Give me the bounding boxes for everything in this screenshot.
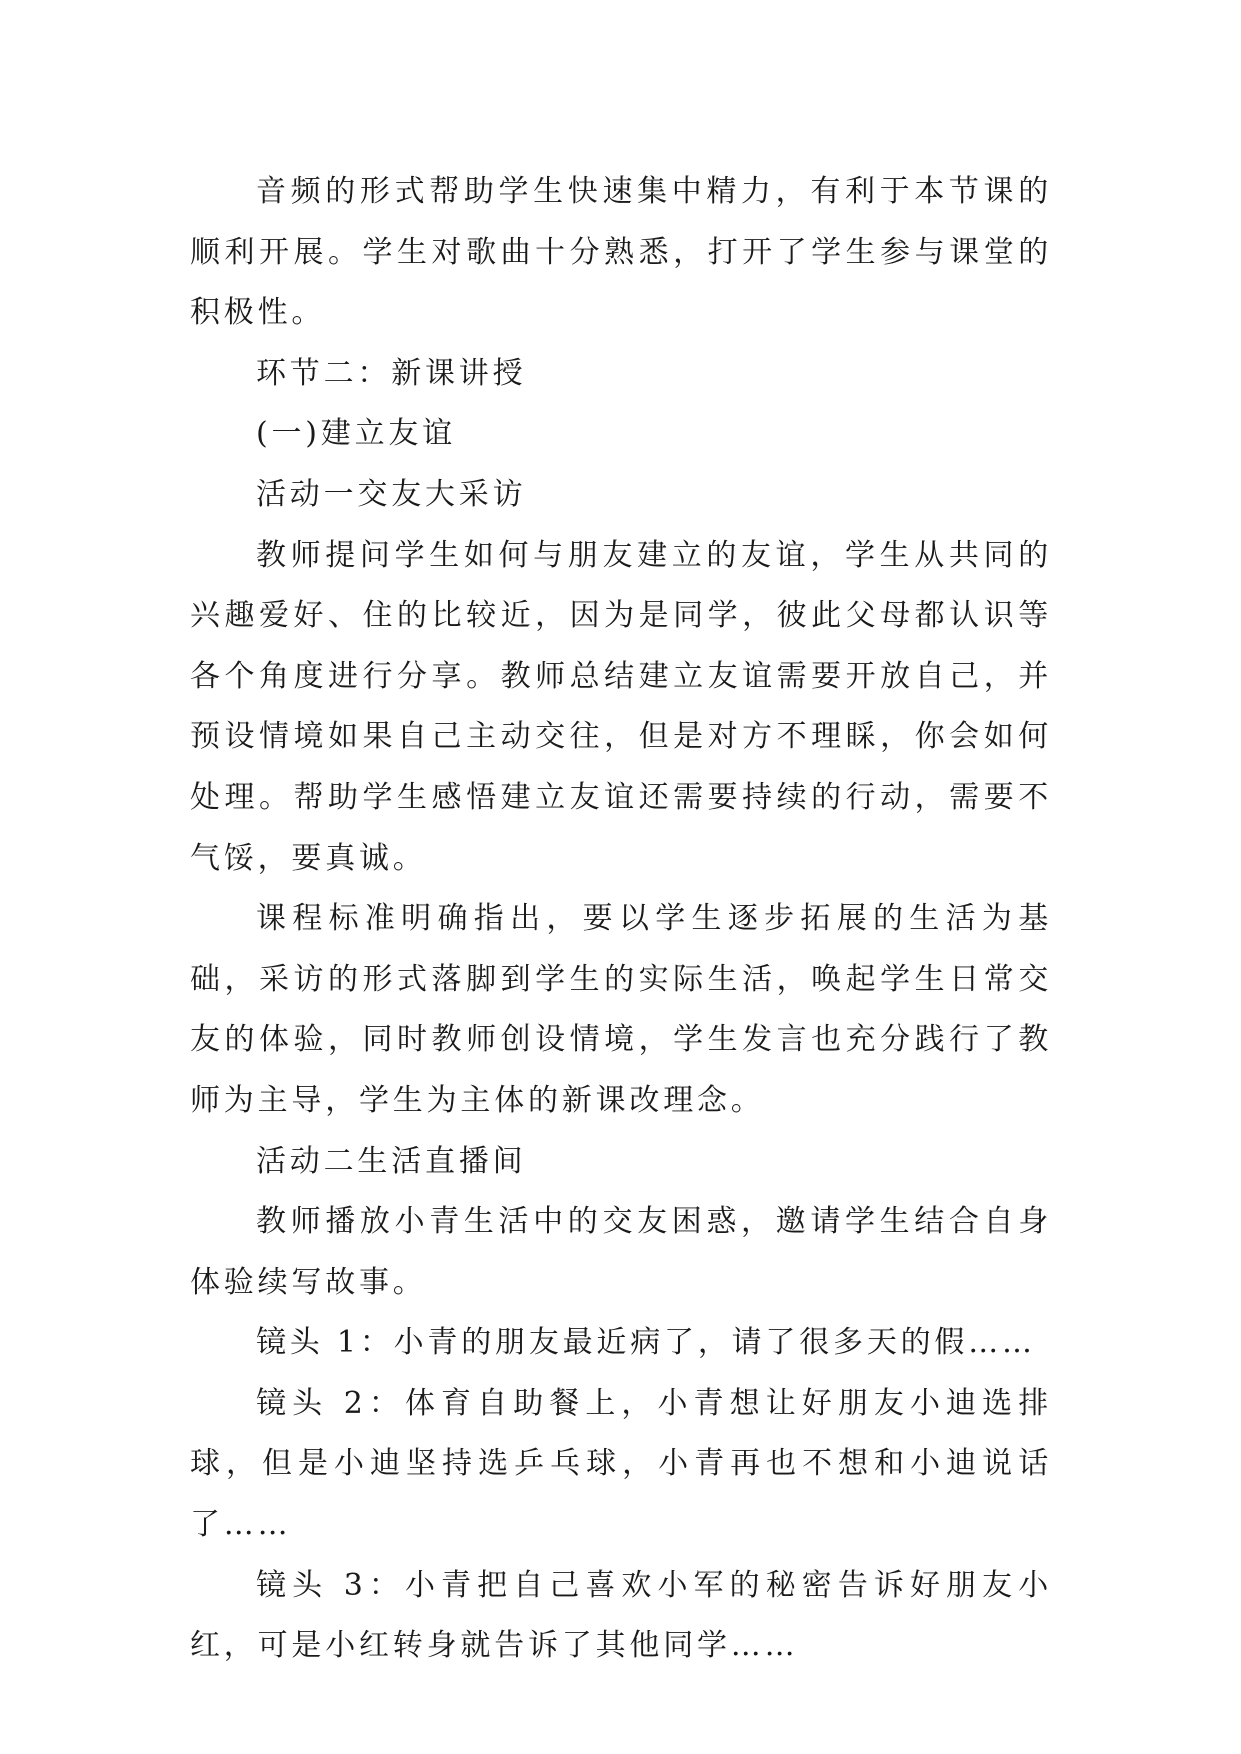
document-page <box>190 162 1052 1677</box>
section-heading-step-two: 环节二：新课讲授 <box>256 355 527 391</box>
paragraph-teacher-questions: 教师提问学生如何与朋友建立的友谊，学生从共同的兴趣爱好、住的比较近，因为是同学，彼此父母都认识等各个角度进行分享。教师总结建立友谊需要开放自己，并预设情境如果自己主动交往，但是对方不理睬，你会如何处理。帮助学生感悟建立友谊还需要持续的行动，需要不气馁，要真诚。 <box>190 537 1052 876</box>
paragraph-scene-2: 镜头 2：体育自助餐上，小青想让好朋友小迪选排球，但是小迪坚持选乒乓球，小青再也不想和小迪说话了…… <box>190 1385 1052 1543</box>
activity-heading-interview: 活动一交友大采访 <box>256 476 527 512</box>
paragraph-curriculum-standard: 课程标准明确指出，要以学生逐步拓展的生活为基础，采访的形式落脚到学生的实际生活，唤起学生日常交友的体验，同时教师创设情境，学生发言也充分践行了教师为主导，学生为主体的新课改理念。 <box>190 901 1052 1118</box>
paragraph-scene-3: 镜头 3：小青把自己喜欢小军的秘密告诉好朋友小红，可是小红转身就告诉了其他同学…… <box>190 1567 1052 1664</box>
paragraph-scene-1: 镜头 1：小青的朋友最近病了，请了很多天的假…… <box>256 1325 1036 1361</box>
subsection-heading-build-friendship: (一)建立友谊 <box>256 416 457 452</box>
paragraph-teacher-plays: 教师播放小青生活中的交友困惑，邀请学生结合自身体验续写故事。 <box>190 1204 1052 1300</box>
paragraph-intro-summary: 音频的形式帮助学生快速集中精力，有利于本节课的顺利开展。学生对歌曲十分熟悉，打开了学生参与课堂的积极性。 <box>190 174 1052 331</box>
activity-heading-live-room: 活动二生活直播间 <box>256 1143 527 1179</box>
